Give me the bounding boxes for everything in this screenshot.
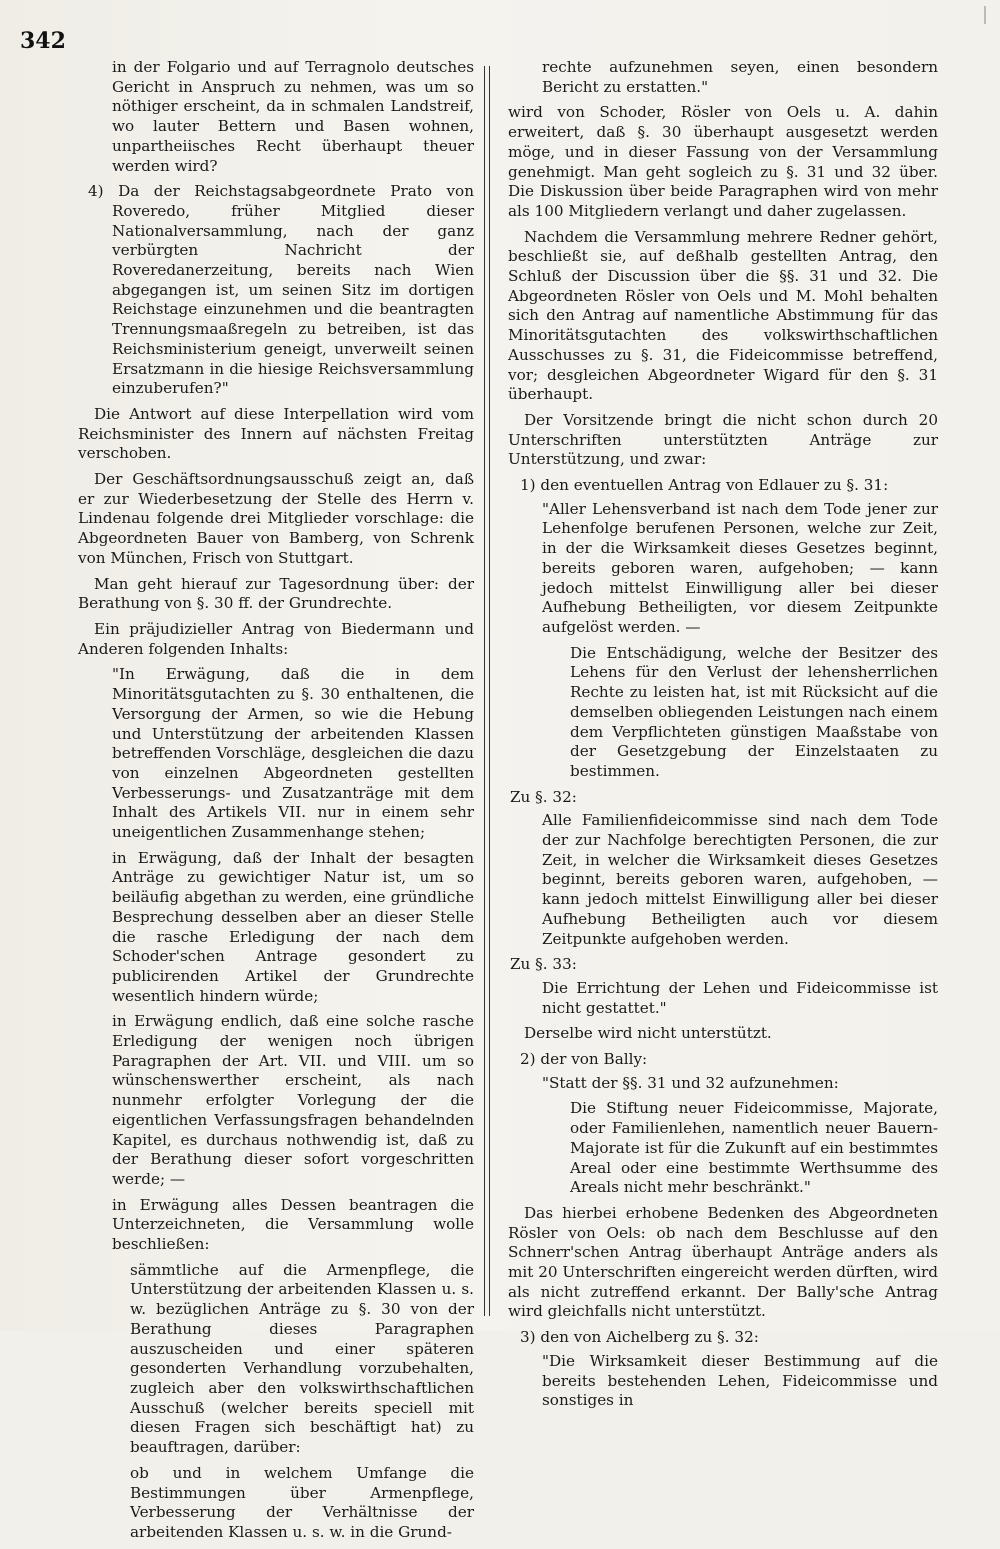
paragraph: Die Stiftung neuer Fideicommisse, Majorate, oder Familienlehen, namentlich neuer Bauern-Majorate ist für die Zukunft auf ein bestimmtes Areal oder eine bestimmte Werthsumme des Areals nicht mehr beschränkt." (570, 1099, 938, 1197)
paragraph: Der Vorsitzende bringt die nicht schon durch 20 Unterschriften unterstützten Anträge zur Unterstützung, und zwar: (508, 410, 938, 469)
section-heading: 2) der von Bally: (520, 1050, 648, 1069)
section-heading: Zu §. 33: (510, 955, 577, 974)
paragraph: in Erwägung alles Dessen beantragen die Unterzeichneten, die Versammlung wolle beschließen: (112, 1195, 474, 1254)
right-column (508, 58, 938, 1417)
paragraph: 4) Da der Reichstagsabgeordnete Prato von Roveredo, früher Mitglied dieser Nationalversammlung, nach der ganz verbürgten Nachricht der Roveredanerzeitung, bereits nach Wien abgegangen ist, um seinen Sitz im dortigen Reichstage einzunehmen und die beantragten Trennungsmaaßregeln zu betreiben, ist das Reichsministerium geneigt, unverweilt seinen Ersatzmann in die hiesige Reichsversammlung einzuberufen?" (88, 182, 474, 398)
paragraph: Nachdem die Versammlung mehrere Redner gehört, beschließt sie, auf deßhalb gestellten Antrag, den Schluß der Discussion über die §§. 31 und 32. Die Abgeordneten Rösler von Oels und M. Mohl behalten sich den Antrag auf namentliche Abstimmung für das Minoritätsgutachten des volkswirthschaftlichen Ausschusses zu §. 31, die Fideicommisse betreffend, vor; desgleichen Abgeordneter Wigard für den §. 31 überhaupt. (508, 227, 938, 404)
paragraph: "Aller Lehensverband ist nach dem Tode jener zur Lehenfolge berufenen Personen, welche zur Zeit, in der die Wirksamkeit dieses Gesetzes beginnt, bereits geboren waren, aufgehoben; — kann jedoch mittelst Einwilligung aller bei dieser Aufhebung Betheiligten, vor diesem Zeitpunkte aufgelöst werden. — (542, 499, 938, 636)
paragraph: sämmtliche auf die Armenpflege, die Unterstützung der arbeitenden Klassen u. s. w. bezüglichen Anträge zu §. 30 von der Berathung dieses Paragraphen auszuscheiden und einer späteren gesonderten Verhandlung vorzubehalten, zugleich aber den volkswirthschaftlichen Ausschuß (welcher bereits speciell mit diesen Fragen sich beschäftigt hat) zu beauftragen, darüber: (130, 1260, 474, 1457)
paragraph: Die Entschädigung, welche der Besitzer des Lehens für den Verlust der lehensherrlichen Rechte zu leisten hat, ist mit Rücksicht auf die demselben obliegenden Leistungen nach einem dem Verpflichteten günstigen Maaßstabe von der Gesetzgebung der Einzelstaaten zu bestimmen. (570, 643, 938, 780)
paragraph: Ein präjudizieller Antrag von Biedermann und Anderen folgenden Inhalts: (78, 619, 474, 658)
paragraph: Die Errichtung der Lehen und Fideicommisse ist nicht gestattet." (542, 978, 938, 1017)
paragraph: in der Folgario und auf Terragnolo deutsches Gericht in Anspruch zu nehmen, was um so nöthiger erscheint, da in schmalen Landstreif, wo lauter Bettern und Basen wohnen, unpartheiisches Recht überhaupt theuer werden wird? (112, 58, 474, 175)
paragraph: rechte aufzunehmen seyen, einen besondern Bericht zu erstatten." (542, 58, 938, 96)
paragraph: Das hierbei erhobene Bedenken des Abgeordneten Rösler von Oels: ob nach dem Beschlusse auf den Schnerr'schen Antrag überhaupt Anträge anders als mit 20 Unterschriften eingereicht werden dürften, wird als nicht zutreffend erkannt. Der Bally'sche Antrag wird gleichfalls nicht unterstützt. (508, 1203, 938, 1321)
paragraph: Alle Familienfideicommisse sind nach dem Tode der zur Nachfolge berechtigten Personen, die zur Zeit, in welcher die Wirksamkeit dieses Gesetzes beginnt, bereits geboren waren, aufgehoben, — kann jedoch mittelst Einwilligung aller bei dieser Aufhebung Betheiligten auch vor diesem Zeitpunkte aufgehoben werden. (542, 811, 938, 948)
section-heading: 1) den eventuellen Antrag von Edlauer zu §. 31: (520, 476, 889, 495)
section-heading: 3) den von Aichelberg zu §. 32: (520, 1328, 759, 1347)
paragraph: "In Erwägung, daß die in dem Minoritätsgutachten zu §. 30 enthaltenen, die Versorgung der Armen, so wie die Hebung und Unterstützung der arbeitenden Klassen betreffenden Vorschläge, desgleichen die dazu von einzelnen Abgeordneten gestellten Verbesserungs- und Zusatzanträge mit dem Inhalt des Artikels VII. nur in einem sehr uneigentlichen Zusammenhange stehen; (112, 665, 474, 842)
paragraph: "Die Wirksamkeit dieser Bestimmung auf die bereits bestehenden Lehen, Fideicommisse und sonstiges in (542, 1351, 938, 1410)
paragraph: Die Antwort auf diese Interpellation wird vom Reichsminister des Innern auf nächsten Freitag verschoben. (78, 404, 474, 463)
page-edge-mark (984, 6, 986, 24)
paragraph: Der Geschäftsordnungsausschuß zeigt an, daß er zur Wiederbesetzung der Stelle des Herrn v. Lindenau folgende drei Mitglieder vorschlage: die Abgeordneten Bauer von Bamberg, von Schrenk von München, Frisch von Stuttgart. (78, 470, 474, 567)
paragraph: in Erwägung, daß der Inhalt der besagten Anträge zu gewichtiger Natur ist, um so beiläufig abgethan zu werden, eine gründliche Besprechung desselben aber an dieser Stelle die rasche Erledigung der nach dem Schoder'schen Antrage gesondert zu publicirenden Artikel der Grundrechte wesentlich hindern würde; (112, 848, 474, 1005)
paragraph: "Statt der §§. 31 und 32 aufzunehmen: (542, 1073, 839, 1092)
column-divider (484, 66, 490, 1316)
paragraph: wird von Schoder, Rösler von Oels u. A. dahin erweitert, daß §. 30 überhaupt ausgesetzt werden möge, und in dieser Fassung von der Versammlung genehmigt. Man geht sogleich zu §. 31 und 32 über. Die Diskussion über beide Paragraphen wird von mehr als 100 Mitgliedern verlangt und daher zugelassen. (508, 103, 938, 220)
paragraph: Man geht hierauf zur Tagesordnung über: der Berathung von §. 30 ff. der Grundrechte. (78, 574, 474, 613)
left-column (78, 58, 474, 1549)
section-heading: Zu §. 32: (510, 787, 577, 806)
paragraph: ob und in welchem Umfange die Bestimmungen über Armenpflege, Verbesserung der Verhältnisse der arbeitenden Klassen u. s. w. in die Grund- (130, 1463, 474, 1541)
paragraph: Derselbe wird nicht unterstützt. (524, 1024, 772, 1043)
page-number: 342 (20, 28, 66, 54)
paragraph: in Erwägung endlich, daß eine solche rasche Erledigung der wenigen noch übrigen Paragraphen der Art. VII. und VIII. um so wünschenswerther erscheint, als nach nunmehr erfolgter Vorlegung der die eigentlichen Verfassungsfragen behandelnden Kapitel, es durchaus nothwendig ist, daß zu der Berathung dieser sofort vorgeschritten werde; — (112, 1012, 474, 1188)
